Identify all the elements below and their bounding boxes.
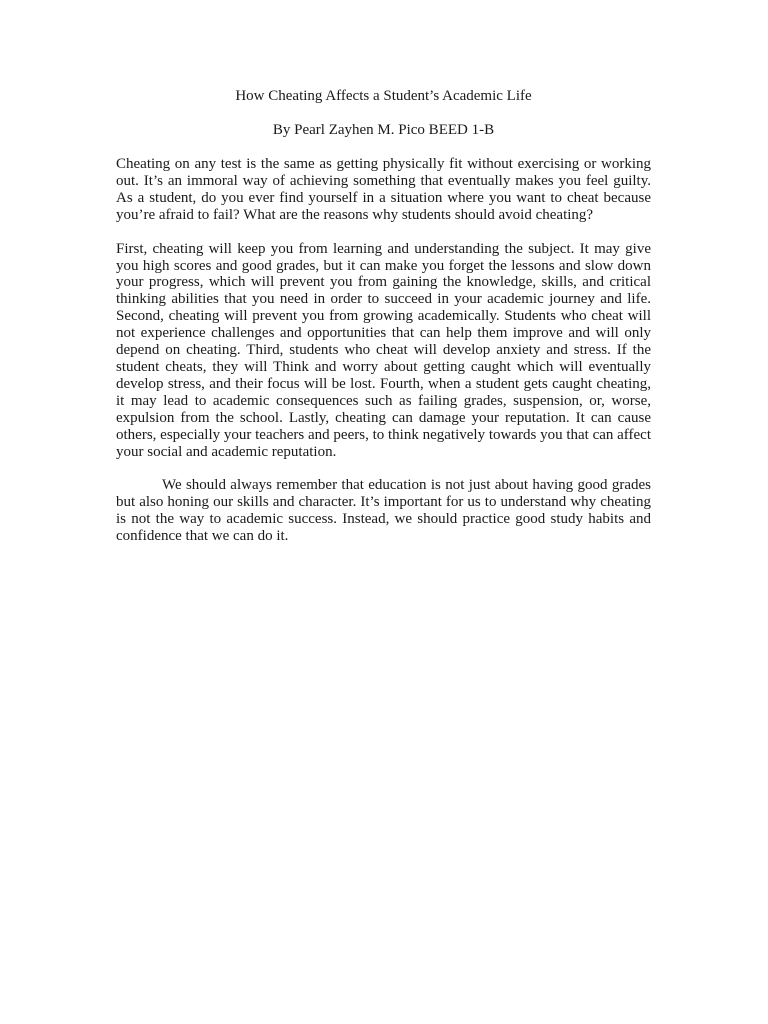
document-page [116,87,651,545]
paragraph-reasons: First, cheating will keep you from learning and understanding the subject. It may give you high scores and good grades, but it can make you forget the lessons and slow down your progress, which will prevent you from gaining the knowledge, skills, and critical thinking abilities that you need in order to succeed in your academic journey and life. Second, cheating will prevent you from growing academically. Students who cheat will not experience challenges and opportunities that can help them improve and will only depend on cheating. Third, students who cheat will develop anxiety and stress. If the student cheats, they will Think and worry about getting caught which will eventually develop stress, and their focus will be lost. Fourth, when a student gets caught cheating, it may lead to academic consequences such as failing grades, suspension, or, worse, expulsion from the school. Lastly, cheating can damage your reputation. It can cause others, especially your teachers and peers, to think negatively towards you that can affect your social and academic reputation. [116,240,651,460]
paragraph-conclusion: We should always remember that education is not just about having good grades but also honing our skills and character. It’s important for us to understand why cheating is not the way to academic success. Instead, we should practice good study habits and confidence that we can do it. [116,477,651,545]
document-byline: By Pearl Zayhen M. Pico BEED 1-B [272,122,495,138]
paragraph-introduction: Cheating on any test is the same as getting physically fit without exercising or working out. It’s an immoral way of achieving something that eventually makes you feel guilty. As a student, do you ever find yourself in a situation where you want to cheat because you’re afraid to fail? What are the reasons why students should avoid cheating? [116,156,651,223]
document-title: How Cheating Affects a Student’s Academic Life [235,88,532,104]
